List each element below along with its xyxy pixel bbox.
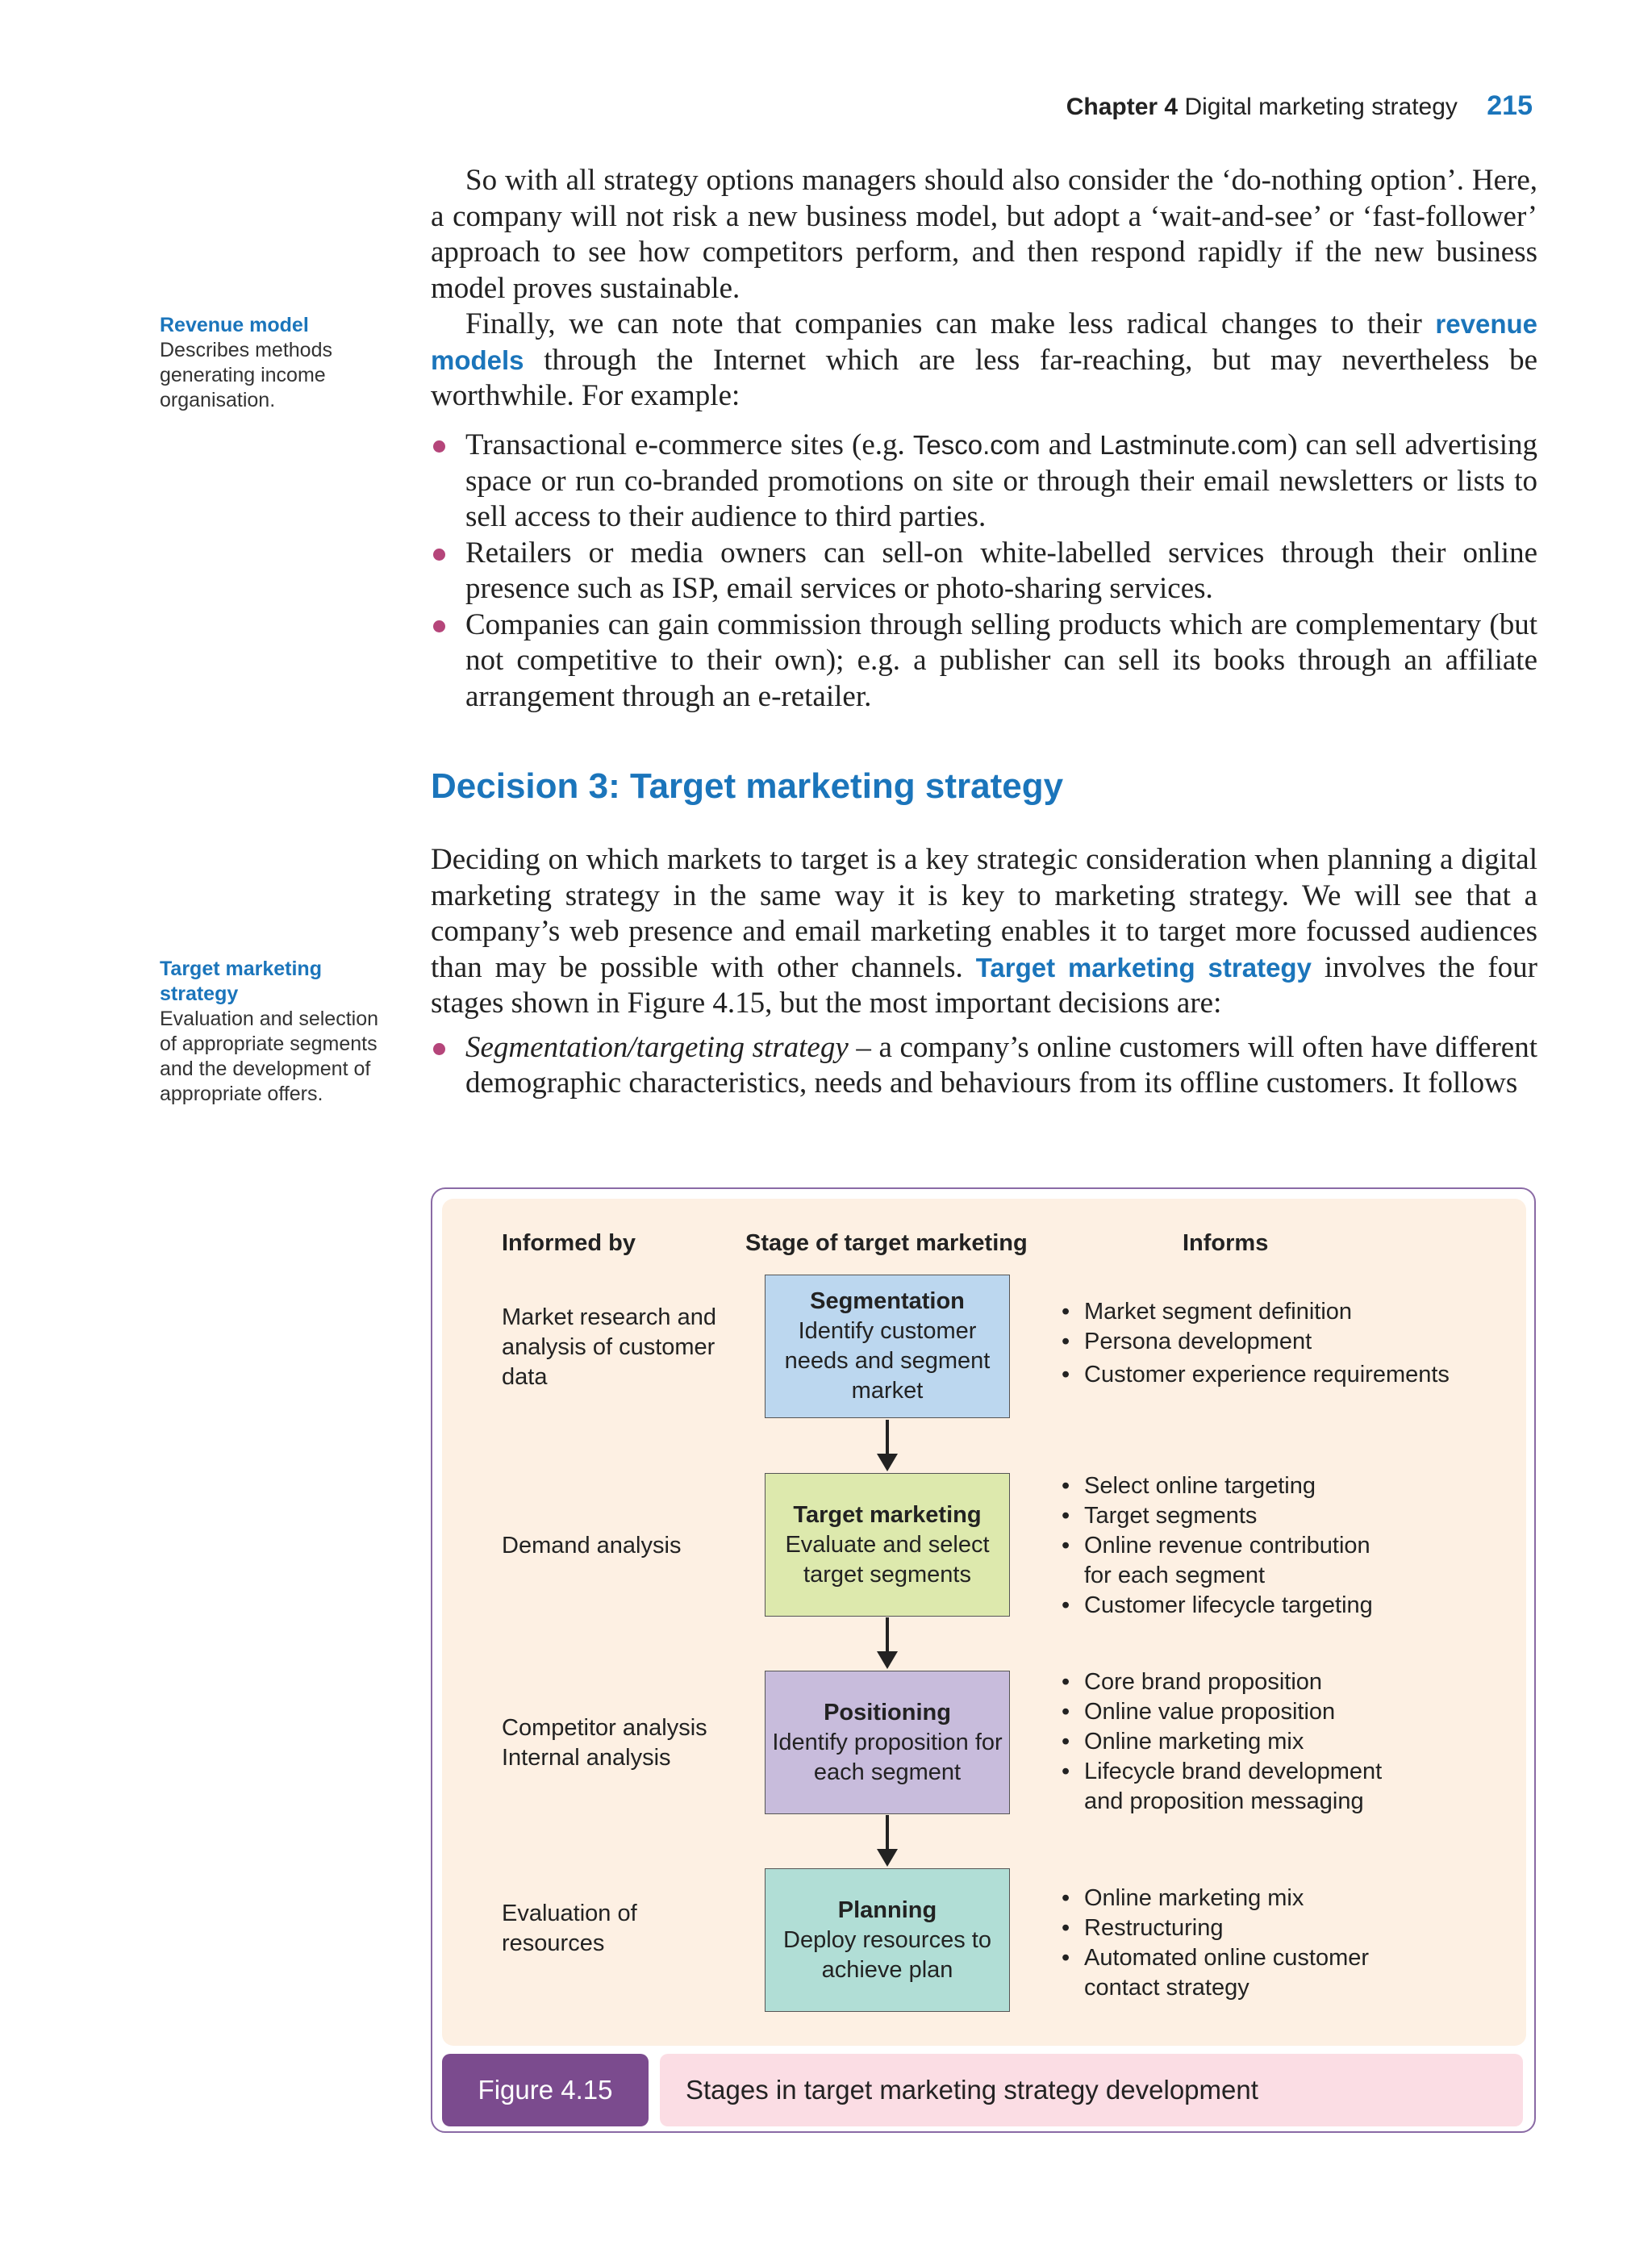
- flow-arrow: [882, 1617, 892, 1669]
- column-header-stage: Stage of target marketing: [745, 1230, 1028, 1256]
- stage-box-segmentation: [765, 1275, 1010, 1418]
- stage-name: Segmentation: [810, 1288, 965, 1314]
- informed-by-cell: Market research and analysis of customer data: [502, 1304, 716, 1390]
- text-run: and: [1040, 428, 1100, 461]
- informs-list: [1057, 1471, 1404, 1621]
- list-item: • Online revenue contribution for each segment: [1057, 1531, 1404, 1591]
- stage-name: Positioning: [824, 1699, 951, 1725]
- text-run: involves the four stages shown in Figure 4.15, but the most important decisions are:: [431, 950, 1537, 1020]
- text-run: Deciding on which markets to target is a key strategic consideration when planning a digital marketing strategy in the same way it is key to marketing strategy. We will see that a company’s web presence and email marketing enables it to target more focussed audiences than may be possible with other channels.: [431, 843, 1537, 984]
- chapter-title: Digital marketing strategy: [1184, 94, 1458, 120]
- section-heading: Decision 3: Target marketing strategy: [431, 766, 1064, 806]
- list-item: • Customer experience requirements: [1057, 1360, 1450, 1390]
- paragraph: [431, 307, 1537, 415]
- margin-term: Target marketing strategy: [160, 958, 322, 1005]
- margin-note-target-marketing: [160, 957, 386, 1107]
- text-run: Transactional e-commerce sites (e.g.: [465, 428, 913, 461]
- stage-box-positioning: [765, 1671, 1010, 1814]
- figure-caption: Stages in target marketing strategy development: [660, 2054, 1523, 2126]
- brand-name: Lastminute.com: [1099, 430, 1288, 460]
- margin-definition: Describes methods generating income organisation.: [160, 339, 332, 411]
- informed-by-cell: Competitor analysis Internal analysis: [502, 1715, 707, 1771]
- list-item: • Online value proposition: [1057, 1697, 1412, 1727]
- margin-term: Revenue model: [160, 314, 309, 336]
- margin-definition: Evaluation and selection of appropriate segments and the development of appropriate offers.: [160, 1008, 379, 1105]
- paragraph: So with all strategy options managers should also consider the ‘do-nothing option’. Here, a company will not risk a new business model, but adopt a ‘wait-and-see’ or ‘fast-follower’ approach to see how competitors perform, and then respond rapidly if the new business model proves sustainable.: [431, 164, 1537, 305]
- list-item: • Online marketing mix: [1057, 1727, 1412, 1757]
- list-item: Retailers or media owners can sell-on white-labelled services through their online presence such as ISP, email services or photo-sharing services.: [431, 536, 1537, 607]
- text-run: – a company’s online customers will often have different demographic characteristics, needs and behaviours from its offline customers. It follows: [465, 1030, 1537, 1100]
- stage-box-planning: [765, 1868, 1010, 2012]
- list-item: [431, 1030, 1537, 1102]
- list-item: • Market segment definition: [1057, 1297, 1450, 1327]
- column-header-informed-by: Informed by: [502, 1230, 636, 1256]
- keyword-target-marketing-strategy: Target marketing strategy: [975, 952, 1312, 983]
- keyword-revenue-models: revenue models: [431, 309, 1537, 375]
- column-header-informs: Informs: [1183, 1230, 1269, 1256]
- stage-description: Identify customer needs and segment market: [784, 1318, 991, 1404]
- paragraph: [431, 842, 1537, 1022]
- figure-label: Figure 4.15: [442, 2054, 649, 2126]
- margin-note-revenue-model: [160, 313, 386, 413]
- informed-by-cell: Demand analysis: [502, 1533, 682, 1559]
- section-text: [431, 842, 1537, 1102]
- flow-arrow: [882, 1420, 892, 1471]
- list-item: • Customer lifecycle targeting: [1057, 1591, 1404, 1621]
- list-item: • Persona development: [1057, 1327, 1450, 1357]
- list-item: Companies can gain commission through selling products which are complementary (but not competitive to their own); e.g. a publisher can sell its books through an affiliate arrangement through an e-retailer.: [431, 607, 1537, 716]
- stage-name: Target marketing: [793, 1501, 982, 1528]
- flow-arrow: [882, 1815, 892, 1867]
- intro-text: [431, 163, 1537, 415]
- italic-term: Segmentation/targeting strategy: [465, 1030, 849, 1064]
- running-head: [1066, 90, 1533, 122]
- stage-description: Deploy resources to achieve plan: [783, 1926, 991, 1983]
- list-item: • Restructuring: [1057, 1913, 1395, 1943]
- list-item: • Lifecycle brand development and proposition messaging: [1057, 1757, 1412, 1817]
- informed-by-cell: Evaluation of resources: [502, 1901, 637, 1956]
- list-item: [431, 428, 1537, 536]
- chapter-label: Chapter 4: [1066, 94, 1179, 120]
- bullet-list: [431, 428, 1537, 715]
- informs-list: [1057, 1667, 1412, 1817]
- page-number: 215: [1487, 90, 1533, 121]
- text-run: ) can sell advertising space or run co-branded promotions on site or through their email newsletters or lists to sell access to their audience to third parties.: [465, 428, 1537, 533]
- list-item: • Online marketing mix: [1057, 1884, 1395, 1913]
- stage-description: Identify proposition for each segment: [772, 1729, 1003, 1785]
- list-item: • Target segments: [1057, 1501, 1404, 1531]
- stage-name: Planning: [837, 1897, 937, 1923]
- stage-description: Evaluate and select target segments: [785, 1531, 990, 1588]
- list-item: • Automated online customer contact strategy: [1057, 1943, 1395, 2003]
- informs-list: [1057, 1884, 1395, 2003]
- text-run: through the Internet which are less far-reaching, but may nevertheless be worthwhile. For example:: [431, 343, 1537, 412]
- stage-box-target-marketing: [765, 1473, 1010, 1617]
- revenue-bullets: [431, 428, 1537, 715]
- informs-list: [1057, 1297, 1450, 1390]
- list-item: • Core brand proposition: [1057, 1667, 1412, 1697]
- brand-name: Tesco.com: [912, 430, 1041, 460]
- list-item: • Select online targeting: [1057, 1471, 1404, 1501]
- text-run: Finally, we can note that companies can make less radical changes to their: [465, 307, 1436, 340]
- bullet-list: [431, 1030, 1537, 1102]
